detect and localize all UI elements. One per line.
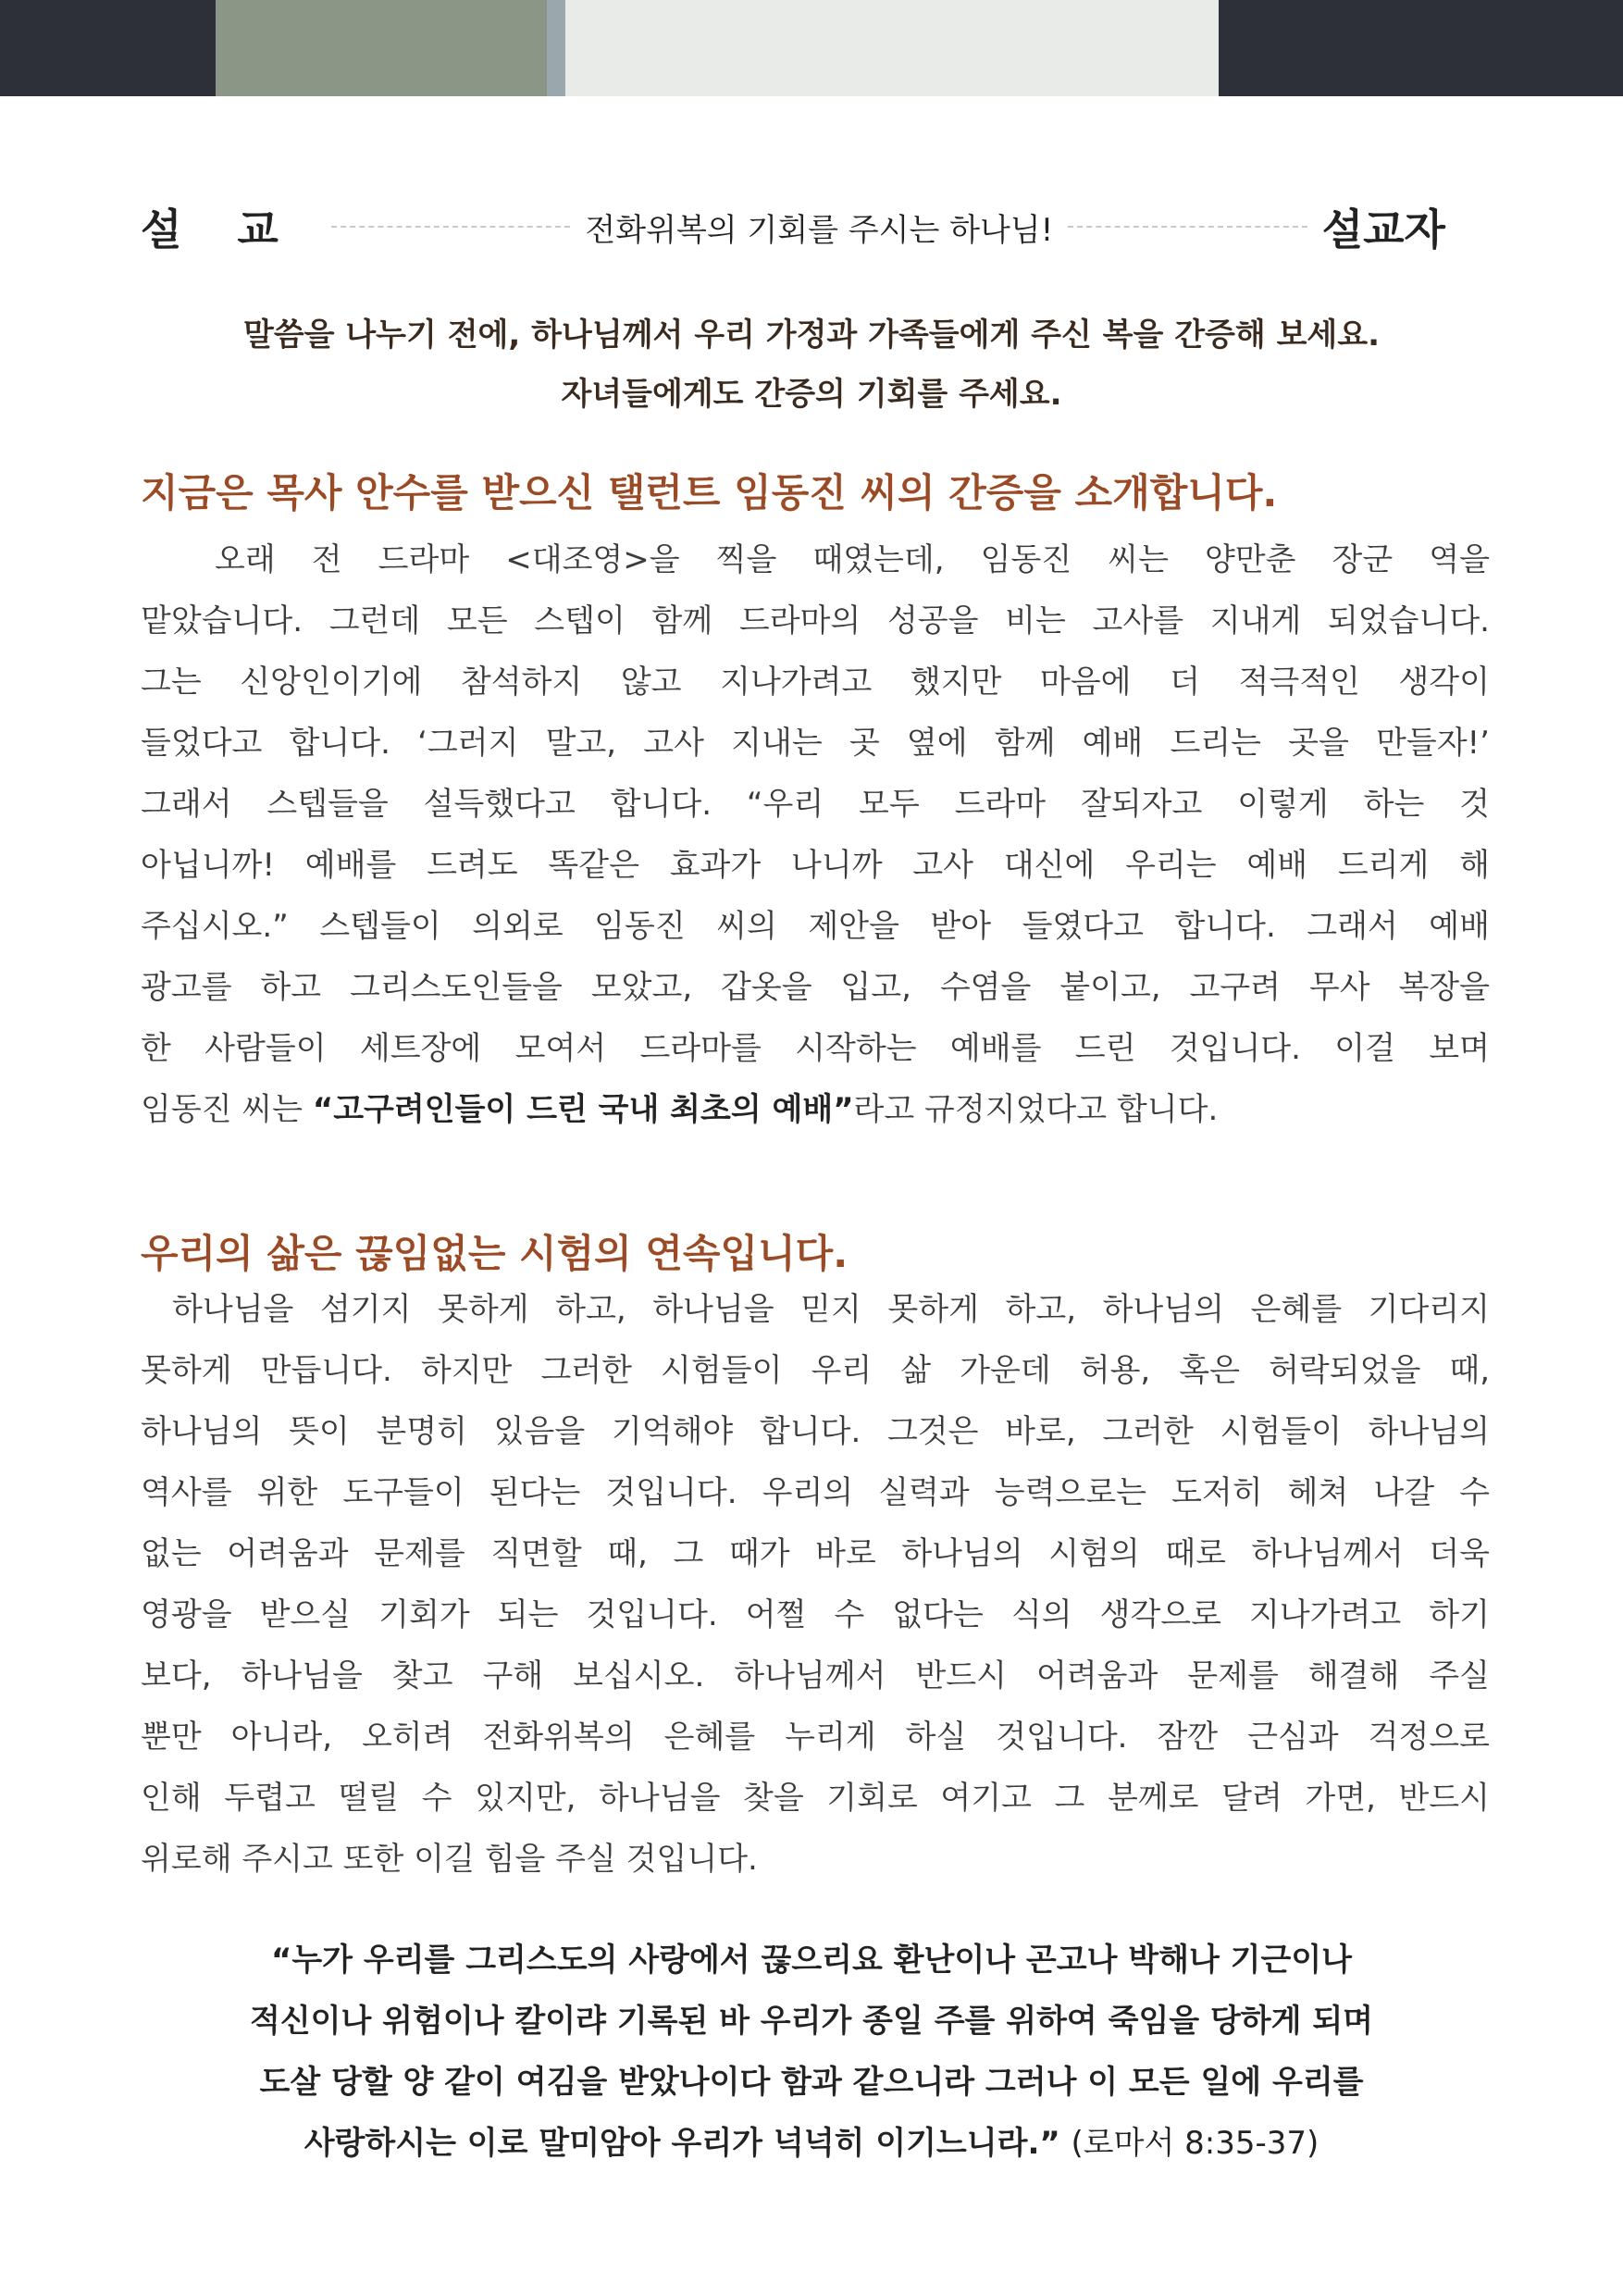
color-block-dark-right	[1219, 0, 1623, 96]
quote-line: 도살 당할 양 같이 여김을 받았나이다 함과 같으니라 그러나 이 모든 일에 우리를	[259, 2064, 1364, 2101]
section2-heading: 우리의 삶은 끊임없는 시험의 연속입니다.	[141, 1231, 849, 1276]
color-block-dark-left	[0, 0, 216, 96]
scripture-quote	[141, 1930, 1482, 2174]
bold-phrase: “고구려인들이 드린 국내 최초의 예배”	[312, 1091, 854, 1128]
sermon-title: 전화위복의 기회를 주시는 하나님!	[585, 211, 1054, 249]
paragraph-line: 광고를 하고 그리스도인들을 모았고, 갑옷을 입고, 수염을 붙이고, 고구려 무사 복장을	[141, 969, 1490, 1006]
quote-line	[141, 2113, 1482, 2174]
color-block-blue-stripe	[547, 0, 565, 96]
line-text: 임동진 씨는	[141, 1091, 313, 1128]
header-divider-right	[1068, 226, 1307, 228]
paragraph-line: 역사를 위한 도구들이 된다는 것입니다. 우리의 실력과 능력으로는 도저히 헤쳐 나갈 수	[141, 1474, 1490, 1511]
paragraph-line: 위로해 주시고 또한 이길 힘을 주실 것입니다.	[141, 1841, 758, 1878]
sermon-label: 설교	[141, 205, 334, 254]
paragraph-line	[141, 1079, 1490, 1140]
section1-heading: 지금은 목사 안수를 받으신 탤런트 임동진 씨의 간증을 소개합니다.	[141, 470, 1278, 515]
paragraph-line: 없는 어려움과 문제를 직면할 때, 그 때가 바로 하나님의 시험의 때로 하나님께서 더욱	[141, 1535, 1490, 1572]
paragraph-line: 보다, 하나님을 찾고 구해 보십시오. 하나님께서 반드시 어려움과 문제를 해결해 주실	[141, 1657, 1490, 1694]
paragraph-line: 뿐만 아니라, 오히려 전화위복의 은혜를 누리게 하실 것입니다. 잠깐 근심과 걱정으로	[141, 1719, 1490, 1756]
top-color-bar	[0, 0, 1623, 96]
paragraph-line: 오래 전 드라마 <대조영>을 찍을 때였는데, 임동진 씨는 양만춘 장군 역을	[215, 541, 1490, 578]
paragraph-line: 한 사람들이 세트장에 모여서 드라마를 시작하는 예배를 드린 것입니다. 이걸 보며	[141, 1030, 1490, 1067]
section2-paragraph	[141, 1279, 1490, 1890]
quote-line: 적신이나 위험이나 칼이랴 기록된 바 우리가 종일 주를 위하여 죽임을 당하게 되며	[249, 2003, 1374, 2040]
intro-line: 말씀을 나누기 전에, 하나님께서 우리 가정과 가족들에게 주신 복을 간증해 보세요.	[242, 316, 1381, 354]
quote-text: 사랑하시는 이로 말미암아 우리가 넉넉히 이기느니라.”	[304, 2125, 1060, 2162]
intro-line: 자녀들에게도 간증의 기회를 주세요.	[561, 376, 1062, 413]
paragraph-line: 하나님을 섬기지 못하게 하고, 하나님을 믿지 못하게 하고, 하나님의 은혜를 기다리지	[172, 1291, 1490, 1328]
paragraph-line: 하나님의 뜻이 분명히 있음을 기억해야 합니다. 그것은 바로, 그러한 시험들이 하나님의	[141, 1413, 1490, 1450]
sermon-header	[141, 190, 1445, 264]
intro-text	[141, 305, 1482, 424]
preacher-label: 설교자	[1321, 205, 1445, 254]
scripture-reference: (로마서 8:35-37)	[1071, 2125, 1319, 2162]
paragraph-line: 주십시오.” 스텝들이 의외로 임동진 씨의 제안을 받아 들였다고 합니다. 그래서 예배	[141, 908, 1490, 945]
paragraph-line: 아닙니까! 예배를 드려도 똑같은 효과가 나니까 고사 대신에 우리는 예배 드리게 해	[141, 847, 1490, 884]
line-text: 라고 규정지었다고 합니다.	[853, 1091, 1219, 1128]
paragraph-line: 그래서 스텝들을 설득했다고 합니다. “우리 모두 드라마 잘되자고 이렇게 하는 것	[141, 786, 1490, 823]
paragraph-line: 영광을 받으실 기회가 되는 것입니다. 어쩔 수 없다는 식의 생각으로 지나가려고 하기	[141, 1596, 1490, 1633]
paragraph-line: 인해 두렵고 떨릴 수 있지만, 하나님을 찾을 기회로 여기고 그 분께로 달려 가면, 반드시	[141, 1780, 1490, 1817]
quote-line: “누가 우리를 그리스도의 사랑에서 끊으리요 환난이나 곤고나 박해나 기근이나	[270, 1942, 1353, 1979]
paragraph-line: 맡았습니다. 그런데 모든 스텝이 함께 드라마의 성공을 비는 고사를 지내게 되었습니다.	[141, 602, 1490, 639]
header-divider-left	[331, 226, 570, 228]
paragraph-line: 그는 신앙인이기에 참석하지 않고 지나가려고 했지만 마음에 더 적극적인 생각이	[141, 664, 1490, 701]
color-block-olive	[216, 0, 547, 96]
section1-paragraph	[141, 529, 1490, 1140]
paragraph-line: 들었다고 합니다. ‘그러지 말고, 고사 지내는 곳 옆에 함께 예배 드리는 곳을 만들자!’	[141, 725, 1490, 762]
color-block-light	[547, 0, 1219, 96]
paragraph-line: 못하게 만듭니다. 하지만 그러한 시험들이 우리 삶 가운데 허용, 혹은 허락되었을 때,	[141, 1352, 1490, 1389]
